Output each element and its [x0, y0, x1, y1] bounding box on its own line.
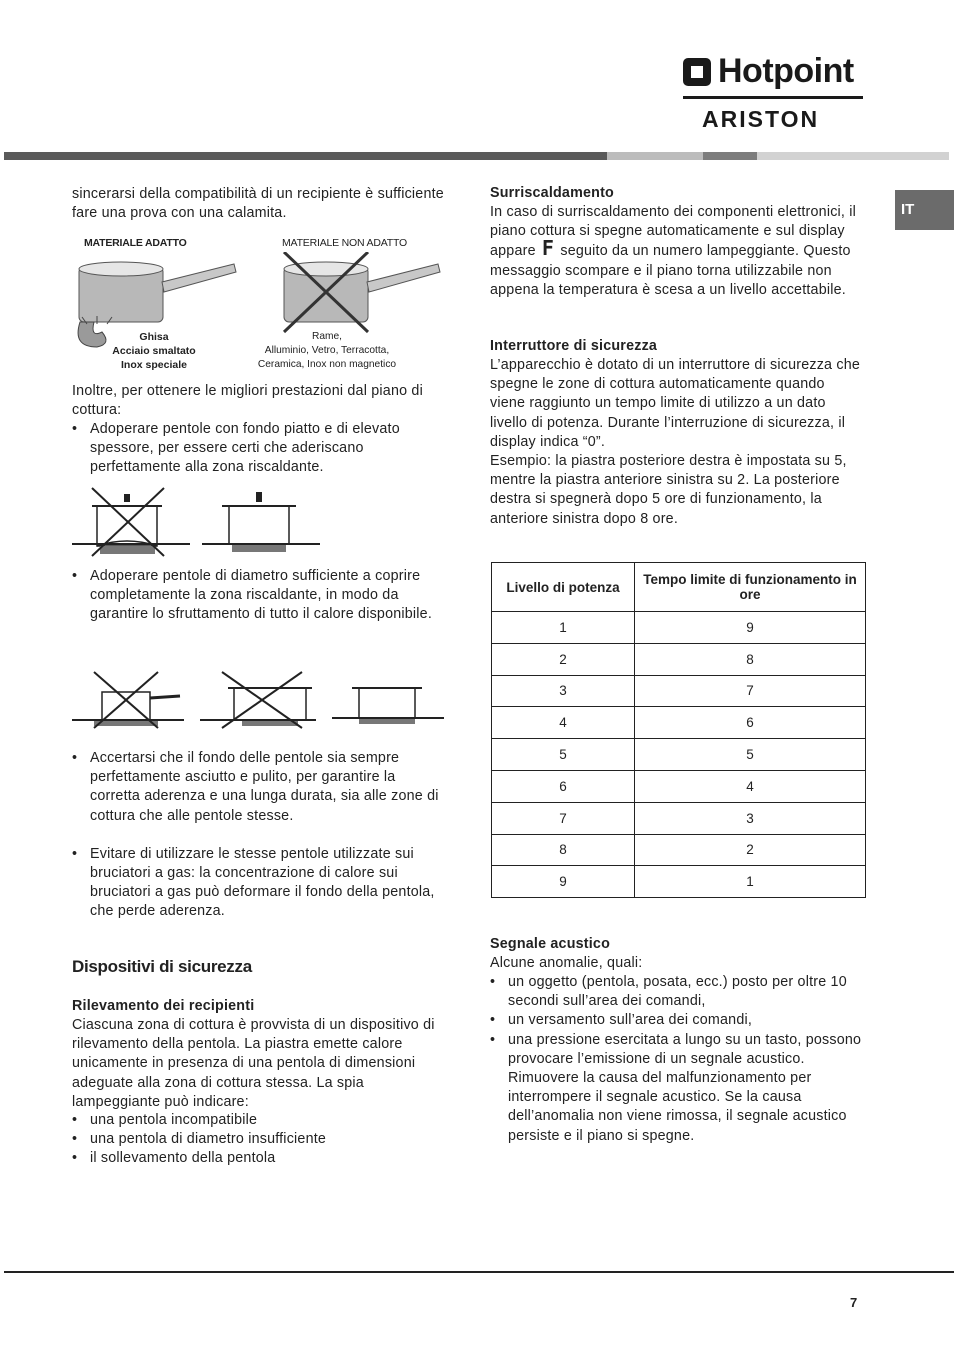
list-item: • il sollevamento della pentola [72, 1149, 446, 1168]
table-cell-level: 3 [492, 675, 635, 707]
detection-list [72, 1111, 446, 1169]
list-item: • un versamento sull’area dei comandi, [490, 1011, 862, 1030]
footer-rule [4, 1271, 954, 1273]
table-cell-level: 4 [492, 707, 635, 739]
acoustic-signal-intro: Alcune anomalie, quali: [490, 955, 643, 971]
table-row [492, 866, 866, 898]
list-item-line: bruciatori a gas può deformare il fondo della pentola, che perde aderenza. [90, 884, 435, 920]
flat-bottom-figure [72, 486, 332, 558]
list-item: • Adoperare pentole con fondo piatto e di elevato spessore, per essere certi che aderiscano perfettamente alla zona riscaldante. [72, 420, 446, 478]
header-bar-light-2 [757, 152, 949, 160]
intro-paragraph: sincerarsi della compatibilità di un recipiente è sufficiente fare una prova con una calamita. [72, 186, 444, 222]
header-bar-mid [703, 152, 757, 160]
list-item [72, 845, 446, 922]
table-cell-level: 2 [492, 643, 635, 675]
acoustic-signal-title: Segnale acustico [490, 936, 611, 952]
table-cell-time: 6 [635, 707, 866, 739]
performance-intro: Inoltre, per ottenere le migliori prestazioni dal piano di cottura: [72, 383, 423, 419]
detection-body: Ciascuna zona di cottura è provvista di un dispositivo di rilevamento della pentola. La piastra emette calore unicamente in presenza di una pentola di dimensioni adeguate alla zona di cottura stessa. La spia lampeggiante può indicare: [72, 1017, 435, 1110]
table-cell-level: 8 [492, 834, 635, 866]
table-cell-time: 2 [635, 834, 866, 866]
display-f-glyph: F [541, 236, 555, 261]
table-cell-time: 7 [635, 675, 866, 707]
table-cell-level: 9 [492, 866, 635, 898]
list-item-line: garantire lo sfruttamento di tutto il calore disponibile. [90, 606, 432, 623]
logo-rule [683, 96, 863, 99]
table-row [492, 739, 866, 771]
list-item-line: • Evitare di utilizzare le stesse pentole utilizzate sui bruciatori a gas: la concentrazione di calore sui [90, 845, 414, 882]
safety-switch-title: Interruttore di sicurezza [490, 338, 658, 354]
table-cell-level: 6 [492, 770, 635, 802]
material-item: Alluminio, Vetro, Terracotta, [264, 345, 390, 356]
material-item: Acciaio smaltato [112, 345, 196, 357]
list-item: • un oggetto (pentola, posata, ecc.) posto per oltre 10 secondi sull’area dei comandi, [490, 973, 862, 1011]
table-row [492, 643, 866, 675]
suitable-materials [102, 330, 206, 372]
table-header-time: Tempo limite di funzionamento in ore [635, 563, 866, 612]
language-tab [895, 190, 954, 230]
header-bar-light-1 [607, 152, 703, 160]
list-item: • Accertarsi che il fondo delle pentole sia sempre perfettamente asciutto e pulito, per garantire la corretta aderenza e una lunga durata, sia alle zone di cottura che alle pentole stesse. [72, 749, 446, 826]
list-item-line: • Adoperare pentole di diametro sufficiente a coprire completamente la zona riscaldante, in modo da [90, 568, 421, 604]
table-row [492, 612, 866, 644]
sub-brand-name: ARISTON [702, 106, 820, 132]
table-row [492, 834, 866, 866]
label-unsuitable: MATERIALE NON ADATTO [282, 237, 407, 249]
language-tab-label: IT [901, 201, 915, 218]
pot-diameter-figure [72, 670, 446, 732]
table-cell-time: 3 [635, 802, 866, 834]
list-item: • una pressione esercitata a lungo su un tasto, possono provocare l’emissione di un segnale acustico. Rimuovere la causa del malfunzionamento per interrompere il segnale acustico. Se la causa dell’anomalia non viene rimossa, il segnale acustico persiste e il piano si spegne. [490, 1031, 862, 1146]
label-suitable: MATERIALE ADATTO [84, 237, 187, 249]
list-item: • una pentola di diametro insufficiente [72, 1130, 446, 1149]
tips-list-3 [72, 749, 446, 922]
material-item: Inox speciale [121, 359, 187, 371]
safety-switch-body: L’apparecchio è dotato di un interruttore di sicurezza che spegne le zone di cottura automaticamente quando viene raggiunto un tempo limite di utilizzo a un dato livello di potenza. Durante l’interruzione di sicurezza, il display indica “0”. [490, 357, 861, 450]
magnet-test-figure [72, 234, 446, 374]
list-item: • una pentola incompatibile [72, 1111, 446, 1130]
table-cell-time: 9 [635, 612, 866, 644]
table-header-level: Livello di potenza [492, 563, 635, 612]
overheat-title: Surriscaldamento [490, 185, 614, 201]
table-header-row [492, 563, 866, 612]
table-cell-time: 1 [635, 866, 866, 898]
table-row [492, 770, 866, 802]
acoustic-signal-list [490, 973, 862, 1146]
overheat-body [490, 203, 862, 300]
material-item: Ghisa [139, 331, 169, 343]
hotpoint-logo-icon [683, 58, 713, 88]
brand-name: Hotpoint [718, 52, 854, 90]
overheat-text-a: In caso di surriscaldamento dei componenti elettronici, il piano cottura si spegne automaticamente e sul display appare [490, 204, 857, 260]
table-cell-time: 8 [635, 643, 866, 675]
table-cell-level: 7 [492, 802, 635, 834]
table-row [492, 707, 866, 739]
table-cell-level: 5 [492, 739, 635, 771]
list-item [72, 567, 446, 625]
table-cell-level: 1 [492, 612, 635, 644]
subsection-title-detection: Rilevamento dei recipienti [72, 998, 255, 1014]
safety-switch-example: Esempio: la piastra posteriore destra è impostata su 5, mentre la piastra anteriore sinistra su 2. La posteriore destra si spegnerà dopo 5 ore di funzionamento, la anteriore sinistra dopo 8 ore. [490, 453, 847, 527]
tips-list-2 [72, 567, 446, 625]
table-row [492, 675, 866, 707]
tips-list-1 [72, 420, 446, 478]
material-item: Rame, [311, 331, 342, 342]
table-cell-time: 4 [635, 770, 866, 802]
power-time-table [491, 562, 866, 898]
table-row [492, 802, 866, 834]
section-title: Dispositivi di sicurezza [72, 957, 252, 976]
header-bar-dark [4, 152, 607, 160]
table-cell-time: 5 [635, 739, 866, 771]
unsuitable-materials [250, 330, 404, 372]
page-number: 7 [850, 1295, 858, 1310]
overheat-text-b: seguito da un numero lampeggiante. Questo messaggio scompare e il piano torna utilizzabile non appena la temperatura è scesa a un livello accettabile. [490, 243, 851, 298]
brand-logo [682, 54, 864, 134]
material-item: Ceramica, Inox non magnetico [257, 359, 397, 370]
